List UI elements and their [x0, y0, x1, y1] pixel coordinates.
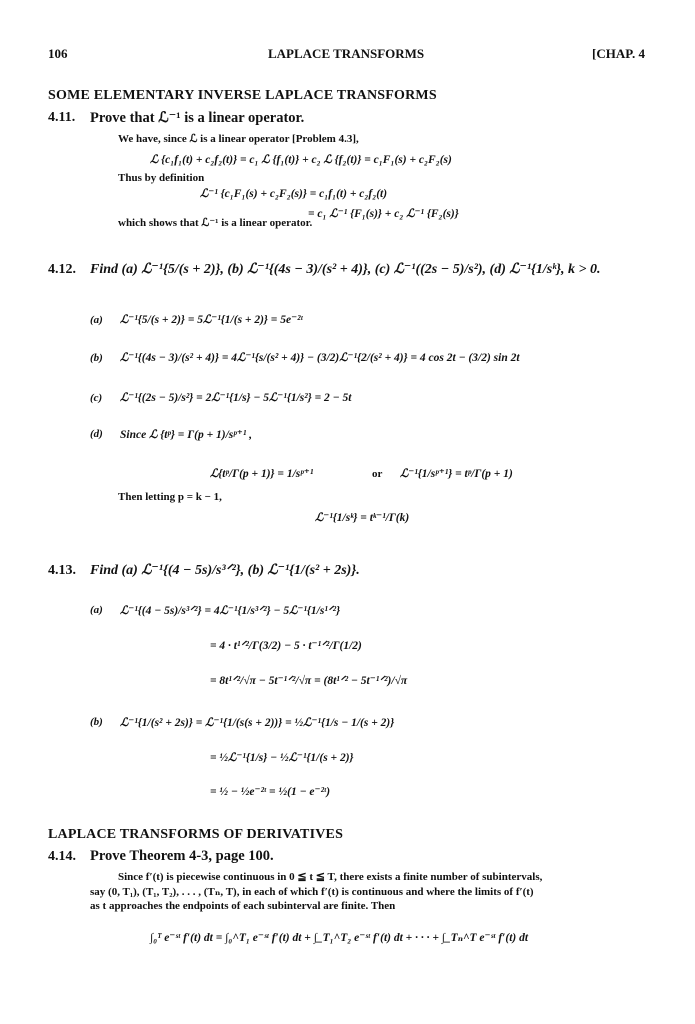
solution-text: say (0, T₁), (T₁, T₂), . . . , (Tₙ, T), in each of which f′(t) is continuous and where the limits of f′(t)	[90, 886, 534, 898]
equation: ℒ⁻¹{(4 − 5s)/s³ᐟ²} = 4ℒ⁻¹{1/s³ᐟ²} − 5ℒ⁻¹{1/s¹ᐟ²}	[120, 605, 341, 617]
part-label: (a)	[90, 604, 103, 616]
equation: ℒ {c₁f₁(t) + c₂f₂(t)} = c₁ ℒ {f₁(t)} + c₂ ℒ {f₂(t)} = c₁F₁(s) + c₂F₂(s)	[150, 154, 452, 166]
equation: Since ℒ {tᵖ} = Γ(p + 1)/sᵖ⁺¹ ,	[120, 429, 253, 441]
equation: ℒ⁻¹{5/(s + 2)} = 5ℒ⁻¹{1/(s + 2)} = 5e⁻²ᵗ	[120, 314, 303, 326]
problem-number: 4.11.	[48, 110, 76, 125]
equation: ℒ⁻¹{(4s − 3)/(s² + 4)} = 4ℒ⁻¹{s/(s² + 4)} − (3/2)ℒ⁻¹{2/(s² + 4)} = 4 cos 2t − (3/2) sin 2t	[120, 352, 520, 364]
equation: ℒ⁻¹{1/sᵏ} = tᵏ⁻¹/Γ(k)	[315, 512, 410, 524]
part-label: (c)	[90, 392, 103, 404]
section-title: LAPLACE TRANSFORMS OF DERIVATIVES	[48, 827, 344, 842]
problem-statement: Find (a) ℒ⁻¹{5/(s + 2)}, (b) ℒ⁻¹{(4s − 3)/(s² + 4)}, (c) ℒ⁻¹((2s − 5)/s²), (d) ℒ⁻¹{1/sᵏ}, k > 0.	[90, 262, 601, 277]
solution-text: which shows that ℒ⁻¹ is a linear operator.	[118, 217, 313, 229]
problem-number: 4.12.	[48, 262, 76, 277]
page-number: 106	[48, 46, 68, 61]
solution-text: as t approaches the endpoints of each subinterval are finite. Then	[90, 900, 396, 912]
part-label: (b)	[90, 716, 103, 728]
equation: = 8t¹ᐟ²/√π − 5t⁻¹ᐟ²/√π = (8t¹ᐟ² − 5t⁻¹ᐟ²)/√π	[210, 675, 408, 687]
equation: = 4 · t¹ᐟ²/Γ(3/2) − 5 · t⁻¹ᐟ²/Γ(1/2)	[210, 640, 362, 652]
part-label: (d)	[90, 428, 103, 440]
solution-text: Thus by definition	[118, 172, 205, 184]
equation: ℒ⁻¹{(2s − 5)/s²} = 2ℒ⁻¹{1/s} − 5ℒ⁻¹{1/s²} = 2 − 5t	[120, 392, 352, 404]
equation: = c₁ ℒ⁻¹ {F₁(s)} + c₂ ℒ⁻¹ {F₂(s)}	[308, 208, 459, 220]
equation: ℒ⁻¹ {c₁F₁(s) + c₂F₂(s)} = c₁f₁(t) + c₂f₂(t)	[200, 188, 388, 200]
solution-text: We have, since ℒ is a linear operator [Problem 4.3],	[118, 133, 359, 145]
solution-text: or	[372, 468, 383, 480]
equation: = ½ℒ⁻¹{1/s} − ½ℒ⁻¹{1/(s + 2)}	[210, 752, 354, 764]
equation: ℒ{tᵖ/Γ(p + 1)} = 1/sᵖ⁺¹	[210, 468, 314, 480]
running-title: LAPLACE TRANSFORMS	[268, 46, 425, 61]
equation: ∫₀ᵀ e⁻ˢᵗ f′(t) dt = ∫₀^T₁ e⁻ˢᵗ f′(t) dt + ∫_T₁^T₂ e⁻ˢᵗ f′(t) dt + · · · + ∫_Tₙ^T e⁻ˢᵗ f′(t) dt	[150, 932, 529, 944]
equation: = ½ − ½e⁻²ᵗ = ½(1 − e⁻²ᵗ)	[210, 786, 331, 798]
problem-statement: Prove that ℒ⁻¹ is a linear operator.	[90, 110, 305, 126]
equation: ℒ⁻¹{1/(s² + 2s)} = ℒ⁻¹{1/(s(s + 2))} = ½ℒ⁻¹{1/s − 1/(s + 2)}	[120, 717, 395, 729]
chapter-label: [CHAP. 4	[592, 46, 645, 61]
part-label: (a)	[90, 314, 103, 326]
equation: ℒ⁻¹{1/sᵖ⁺¹} = tᵖ/Γ(p + 1)	[400, 468, 513, 480]
solution-text: Then letting p = k − 1,	[118, 491, 222, 503]
problem-statement: Find (a) ℒ⁻¹{(4 − 5s)/s³ᐟ²}, (b) ℒ⁻¹{1/(s² + 2s)}.	[90, 563, 360, 578]
part-label: (b)	[90, 352, 103, 364]
problem-number: 4.14.	[48, 849, 76, 864]
problem-number: 4.13.	[48, 563, 76, 578]
solution-text: Since f′(t) is piecewise continuous in 0 ≦ t ≦ T, there exists a finite number of subintervals,	[118, 871, 543, 883]
problem-statement: Prove Theorem 4-3, page 100.	[90, 848, 274, 864]
section-title: SOME ELEMENTARY INVERSE LAPLACE TRANSFORMS	[48, 88, 437, 103]
